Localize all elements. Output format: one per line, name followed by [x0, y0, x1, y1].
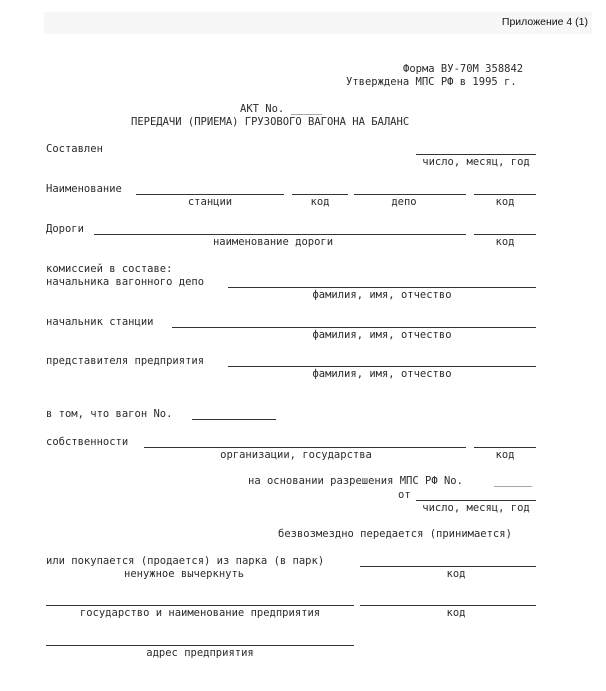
enterprise-rep-label: представителя предприятия: [46, 355, 205, 367]
roads-label: Дороги: [46, 223, 84, 235]
depot-head-label: начальника вагонного депо: [46, 276, 205, 288]
depot-head-line: [228, 287, 536, 288]
station-caption: станции: [187, 196, 233, 208]
wagon-number-line: [192, 419, 276, 420]
depot-caption: депо: [391, 196, 417, 208]
road-code-caption: код: [495, 236, 515, 248]
act-title: ПЕРЕДАЧИ (ПРИЕМА) ГРУЗОВОГО ВАГОНА НА БАЛАНС: [131, 116, 410, 128]
free-transfer-text: безвозмездно передается (принимается): [278, 528, 512, 540]
depot-code-caption: код: [495, 196, 515, 208]
form-code: Форма ВУ-70М 358842: [403, 63, 524, 75]
station-head-label: начальник станции: [46, 316, 154, 328]
road-line: [94, 234, 466, 235]
station-code-caption: код: [310, 196, 330, 208]
appendix-label: Приложение 4 (1): [501, 16, 588, 28]
cross-out-note: ненужное вычеркнуть: [124, 568, 245, 580]
enterprise-rep-line: [228, 366, 536, 367]
depot-line: [354, 194, 466, 195]
composed-date-caption: число, месяц, год: [422, 156, 530, 168]
permission-date-line: [416, 500, 536, 501]
permission-number-blank: ______: [494, 475, 532, 487]
road-name-caption: наименование дороги: [212, 236, 334, 248]
enterprise-rep-fio-caption: фамилия, имя, отчество: [312, 368, 452, 380]
approved-note: Утверждена МПС РФ в 1995 г.: [346, 76, 517, 88]
state-enterprise-caption: государство и наименование предприятия: [79, 607, 321, 619]
org-state-caption: организации, государства: [220, 449, 372, 461]
property-line: [144, 447, 466, 448]
name-label: Наименование: [46, 183, 122, 195]
station-line: [136, 194, 284, 195]
property-code-line: [474, 447, 536, 448]
station-code-line: [292, 194, 348, 195]
permission-date-label: от: [398, 489, 411, 501]
header-bar: [44, 12, 592, 34]
station-head-line: [172, 327, 536, 328]
wagon-number-label: в том, что вагон No.: [46, 408, 173, 420]
permission-date-caption: число, месяц, год: [422, 502, 530, 514]
purchase-label: или покупается (продается) из парка (в парк): [46, 555, 325, 567]
composed-date-line: [416, 154, 536, 155]
purchase-code-caption: код: [446, 568, 466, 580]
purchase-code-line: [360, 566, 536, 567]
state-enterprise-line: [46, 605, 354, 606]
state-enterprise-code-caption: код: [446, 607, 466, 619]
property-code-caption: код: [495, 449, 515, 461]
act-number: АКТ No. _____: [240, 103, 323, 115]
permission-label: на основании разрешения МПС РФ No.: [248, 475, 463, 487]
depot-code-line: [474, 194, 536, 195]
property-label: собственности: [46, 436, 129, 448]
address-caption: адрес предприятия: [146, 647, 254, 659]
composed-label: Составлен: [46, 143, 103, 155]
commission-label: комиссией в составе:: [46, 263, 173, 275]
address-line: [46, 645, 354, 646]
road-code-line: [474, 234, 536, 235]
state-enterprise-code-line: [360, 605, 536, 606]
station-head-fio-caption: фамилия, имя, отчество: [312, 329, 452, 341]
depot-head-fio-caption: фамилия, имя, отчество: [312, 289, 452, 301]
